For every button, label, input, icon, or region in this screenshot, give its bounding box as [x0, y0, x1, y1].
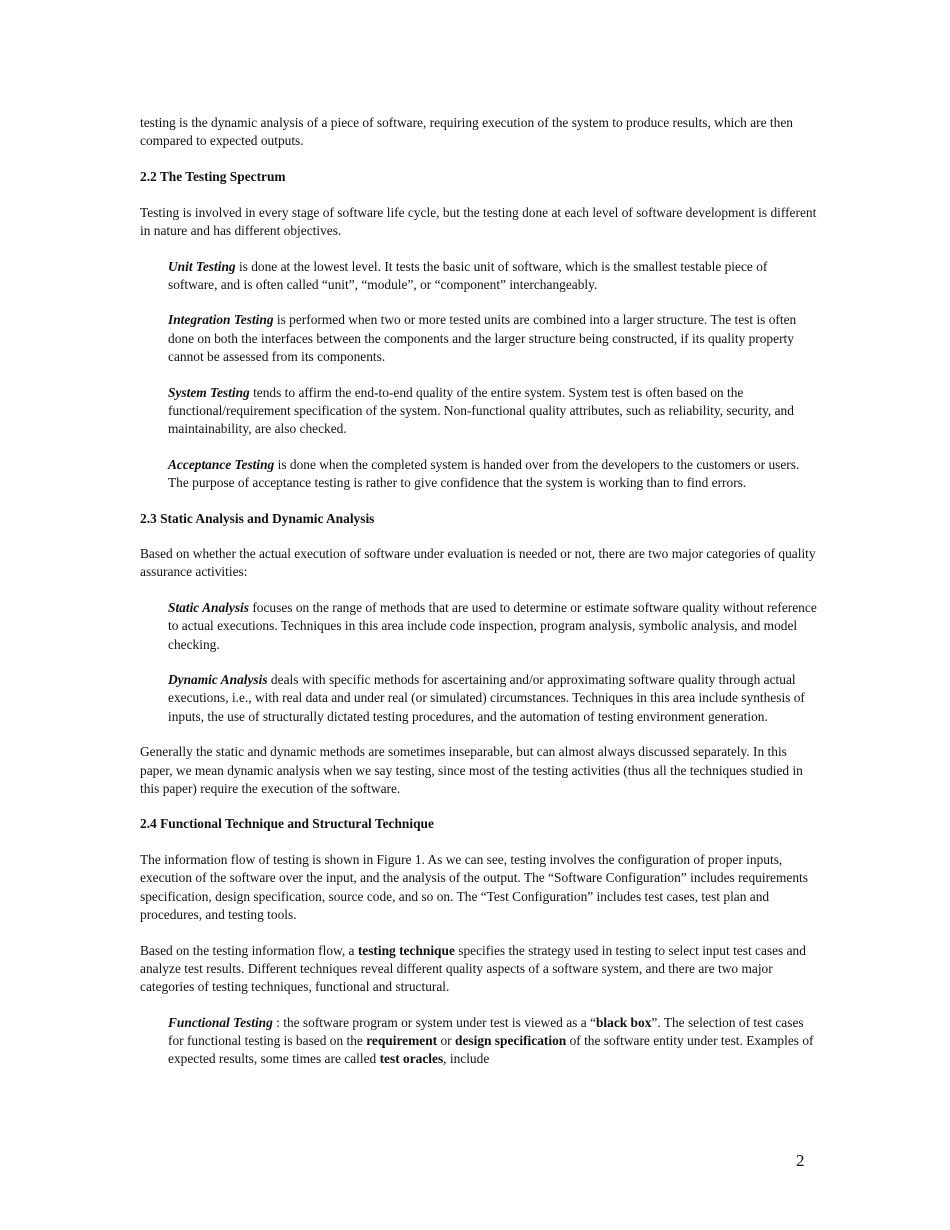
text-run: 2.4 Functional Technique and Structural Technique — [140, 816, 434, 832]
text-run: is done when the completed system is handed over from the developers to the customers or users. The purpose of acceptance testing is rather to give confidence that the system is working than to find errors. — [168, 456, 800, 490]
defined-term: Unit Testing — [168, 258, 236, 274]
text-run: deals with specific methods for ascertaining and/or approximating software quality through actual executions, i.e., with real data and under real (or simulated) circumstances. Techniques in this area include synthesis of inputs, the use of structurally dictated testing procedures, and the automation of testing environment generation. — [168, 672, 805, 724]
text-run: tends to affirm the end-to-end quality of the entire system. System test is often based on the functional/requirement specification of the system. Non-functional quality attributes, such as reliability, security, and maintainability, are also checked. — [168, 384, 794, 436]
page-number: 2 — [796, 1151, 805, 1170]
defined-term: Acceptance Testing — [168, 456, 275, 472]
acceptance-testing-paragraph — [140, 456, 820, 492]
information-flow-paragraph — [140, 851, 820, 924]
text-run: The information flow of testing is shown in Figure 1. As we can see, testing involves the configuration of proper inputs, execution of the software over the input, and the analysis of the output. The “Software Configuration” includes requirements specification, design specification, source code, and so on. The “Test Configuration” includes test cases, test plan and procedures, and testing tools. — [140, 852, 808, 922]
unit-testing-paragraph — [140, 258, 820, 294]
static-dynamic-intro — [140, 545, 820, 581]
functional-testing-paragraph — [140, 1014, 820, 1069]
text-run: 2.2 The Testing Spectrum — [140, 168, 286, 184]
text-run: ”. The selection of test cases for functional testing is based on the — [168, 1014, 804, 1048]
text-run: of the software entity under test. Examples of expected results, some times are called — [168, 1032, 814, 1067]
key-term: testing technique — [357, 942, 455, 958]
text-run: Based on whether the actual execution of software under evaluation is needed or not, there are two major categories of quality assurance activities: — [140, 546, 816, 580]
intro-paragraph — [140, 114, 820, 150]
text-run: is done at the lowest level. It tests the basic unit of software, which is the smallest testable piece of software, and is often called “unit”, “module”, or “component” interchangeably. — [168, 258, 768, 292]
defined-term: Functional Testing — [168, 1014, 273, 1030]
heading-2-2 — [140, 168, 820, 186]
defined-term: Integration Testing — [168, 312, 274, 328]
heading-2-3 — [140, 510, 820, 528]
key-term: design specification — [455, 1032, 567, 1048]
text-run: focuses on the range of methods that are used to determine or estimate software quality without reference to actual executions. Techniques in this area include code inspection, program analysis, symbolic analysis, and model checking. — [168, 600, 817, 652]
heading-2-4 — [140, 815, 820, 833]
dynamic-analysis-paragraph — [140, 671, 820, 726]
text-run: 2.3 Static Analysis and Dynamic Analysis — [140, 510, 375, 526]
text-run: specifies the strategy used in testing to select input test cases and analyze test results. Different techniques reveal different quality aspects of a software system, and there are two major categories of testing techniques, functional and structural. — [140, 942, 806, 994]
key-term: black box — [595, 1014, 652, 1030]
text-run: Testing is involved in every stage of software life cycle, but the testing done at each level of software development is different in nature and has different objectives. — [140, 204, 817, 238]
text-run: testing is the dynamic analysis of a piece of software, requiring execution of the system to produce results, which are then compared to expected outputs. — [140, 115, 793, 149]
static-dynamic-summary — [140, 743, 820, 798]
text-run: : the software program or system under test is viewed as a “ — [272, 1014, 596, 1030]
defined-term: Dynamic Analysis — [168, 672, 268, 688]
text-run: Based on the testing information flow, a — [140, 942, 358, 958]
text-run: is performed when two or more tested units are combined into a larger structure. The test is often done on both the interfaces between the components and the larger structure being constructed, if its quality property cannot be assessed from its components. — [168, 312, 797, 364]
text-run: , include — [443, 1051, 490, 1067]
text-run: or — [437, 1032, 455, 1048]
system-testing-paragraph — [140, 384, 820, 439]
defined-term: System Testing — [168, 384, 250, 400]
static-analysis-paragraph — [140, 599, 820, 654]
key-term: test oracles — [379, 1051, 444, 1067]
key-term: requirement — [366, 1032, 438, 1048]
testing-technique-paragraph — [140, 942, 820, 997]
defined-term: Static Analysis — [168, 600, 249, 616]
text-run: Generally the static and dynamic methods are sometimes inseparable, but can almost always discussed separately. In this paper, we mean dynamic analysis when we say testing, since most of the testing activities (thus all the techniques studied in this paper) require the execution of the software. — [140, 744, 803, 796]
page-content — [140, 114, 820, 1086]
integration-testing-paragraph — [140, 311, 820, 366]
testing-spectrum-intro — [140, 204, 820, 240]
